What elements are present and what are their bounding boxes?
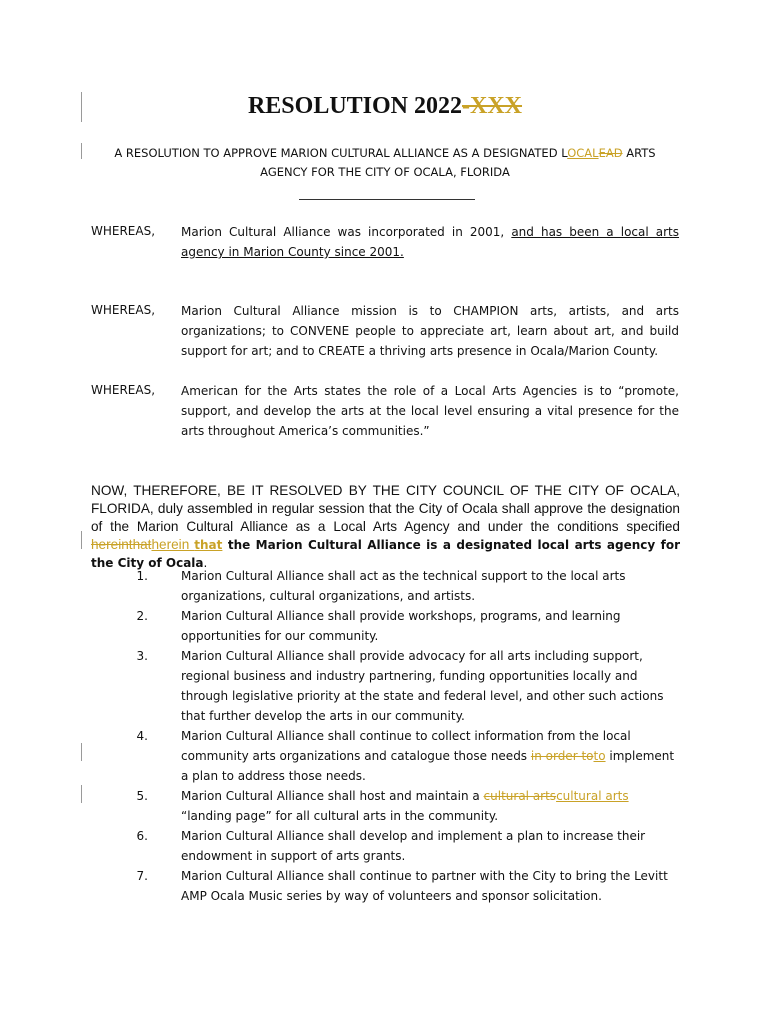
list-item-text: Marion Cultural Alliance shall continue to partner with the City to bring the Levitt AMP Ocala Music series by way of volunteers and sponsor solicitation.: [181, 869, 668, 903]
list-item-number: 7.: [136, 869, 148, 883]
whereas-text: American for the Arts states the role of a Local Arts Agencies is to “promote, support, and develop the arts at the local level ensuring a vital presence for the arts throughout America’s communities.”: [181, 384, 679, 438]
subtitle-deleted-text: EAD: [598, 146, 623, 160]
item-inserted-text: to: [593, 749, 606, 763]
list-item: [0, 606, 770, 646]
item-text-part: “landing page” for all cultural arts in the community.: [181, 809, 499, 823]
list-item-text: [181, 786, 681, 826]
list-item: [0, 786, 770, 826]
change-bar: [81, 143, 82, 159]
whereas-clause-text: Marion Cultural Alliance was incorporated in 2001,: [181, 225, 512, 239]
subtitle-separator: [299, 199, 475, 200]
item-text-part: Marion Cultural Alliance shall host and maintain a: [181, 789, 484, 803]
change-bar: [81, 531, 82, 549]
whereas-text: [181, 222, 679, 262]
resolution-subtitle: [92, 144, 678, 182]
resolved-bold-text: the Marion Cultural Alliance is a designated local arts agency for the City of Ocala: [91, 538, 680, 570]
resolved-text: NOW, THEREFORE, BE IT RESOLVED BY THE CITY COUNCIL OF THE CITY OF OCALA, FLORIDA, duly assembled in regular session that the City of Ocala shall approve the designation of the Marion Cultural Alliance as a Local Arts Agency and under the conditions specified: [91, 483, 680, 534]
list-item-number: 1.: [136, 569, 148, 583]
title-deleted-text: -XXX: [462, 93, 523, 119]
list-item-text: Marion Cultural Alliance shall develop and implement a plan to increase their endowment in support of arts grants.: [181, 829, 646, 863]
whereas-underlined-text: and has been a local arts agency in Marion County since 2001.: [181, 225, 680, 259]
list-item-text: Marion Cultural Alliance shall act as the technical support to the local arts organizations, cultural organizations, and artists.: [181, 569, 626, 603]
resolved-paragraph: [91, 482, 680, 572]
page-title: [0, 93, 770, 120]
list-item: [0, 646, 770, 726]
list-item-number: 5.: [136, 789, 148, 803]
list-item-text: Marion Cultural Alliance shall provide advocacy for all arts including support, regional business and industry partnering, funding opportunities locally and through legislative priority at the state and federal level, and other such actions that further develop the arts in our community.: [181, 649, 664, 723]
whereas-text: Marion Cultural Alliance mission is to CHAMPION arts, artists, and arts organizations; to CONVENE people to appreciate art, learn about art, and build support for art; and to CREATE a thriving arts presence in Ocala/Marion County.: [181, 304, 679, 358]
title-text: RESOLUTION 2022: [247, 93, 463, 119]
item-text-part: Marion Cultural Alliance shall continue to collect information from the local community arts organizations and catalogue those needs: [181, 729, 631, 763]
list-item: [0, 726, 770, 786]
list-item: [0, 566, 770, 606]
resolved-inserted-text: herein: [151, 537, 195, 552]
list-item-number: 3.: [136, 649, 148, 663]
subtitle-text-end: ARTS AGENCY FOR THE CITY OF OCALA, FLORIDA: [260, 146, 656, 179]
list-item-number: 2.: [136, 609, 148, 623]
item-inserted-text: cultural arts: [556, 789, 629, 803]
list-item-number: 4.: [136, 729, 148, 743]
whereas-label: WHEREAS,: [91, 224, 156, 238]
item-text-part: implement a plan to address those needs.: [181, 749, 675, 783]
subtitle-inserted-text: OCAL: [567, 146, 599, 160]
item-deleted-text: cultural arts: [483, 789, 557, 803]
list-item-text: Marion Cultural Alliance shall provide workshops, programs, and learning opportunities for our community.: [181, 609, 621, 643]
whereas-label: WHEREAS,: [91, 303, 156, 317]
list-item-number: 6.: [136, 829, 148, 843]
resolved-end: .: [203, 556, 208, 570]
whereas-label: WHEREAS,: [91, 383, 156, 397]
resolved-deleted-text: hereinthat: [91, 537, 152, 552]
conditions-list: [0, 566, 770, 906]
item-deleted-text: in order to: [530, 749, 594, 763]
list-item: [0, 866, 770, 906]
list-item: [0, 826, 770, 866]
subtitle-text: A RESOLUTION TO APPROVE MARION CULTURAL ALLIANCE AS A DESIGNATED L: [114, 146, 568, 160]
list-item-text: [181, 726, 681, 786]
resolved-inserted-that: that: [194, 538, 223, 552]
